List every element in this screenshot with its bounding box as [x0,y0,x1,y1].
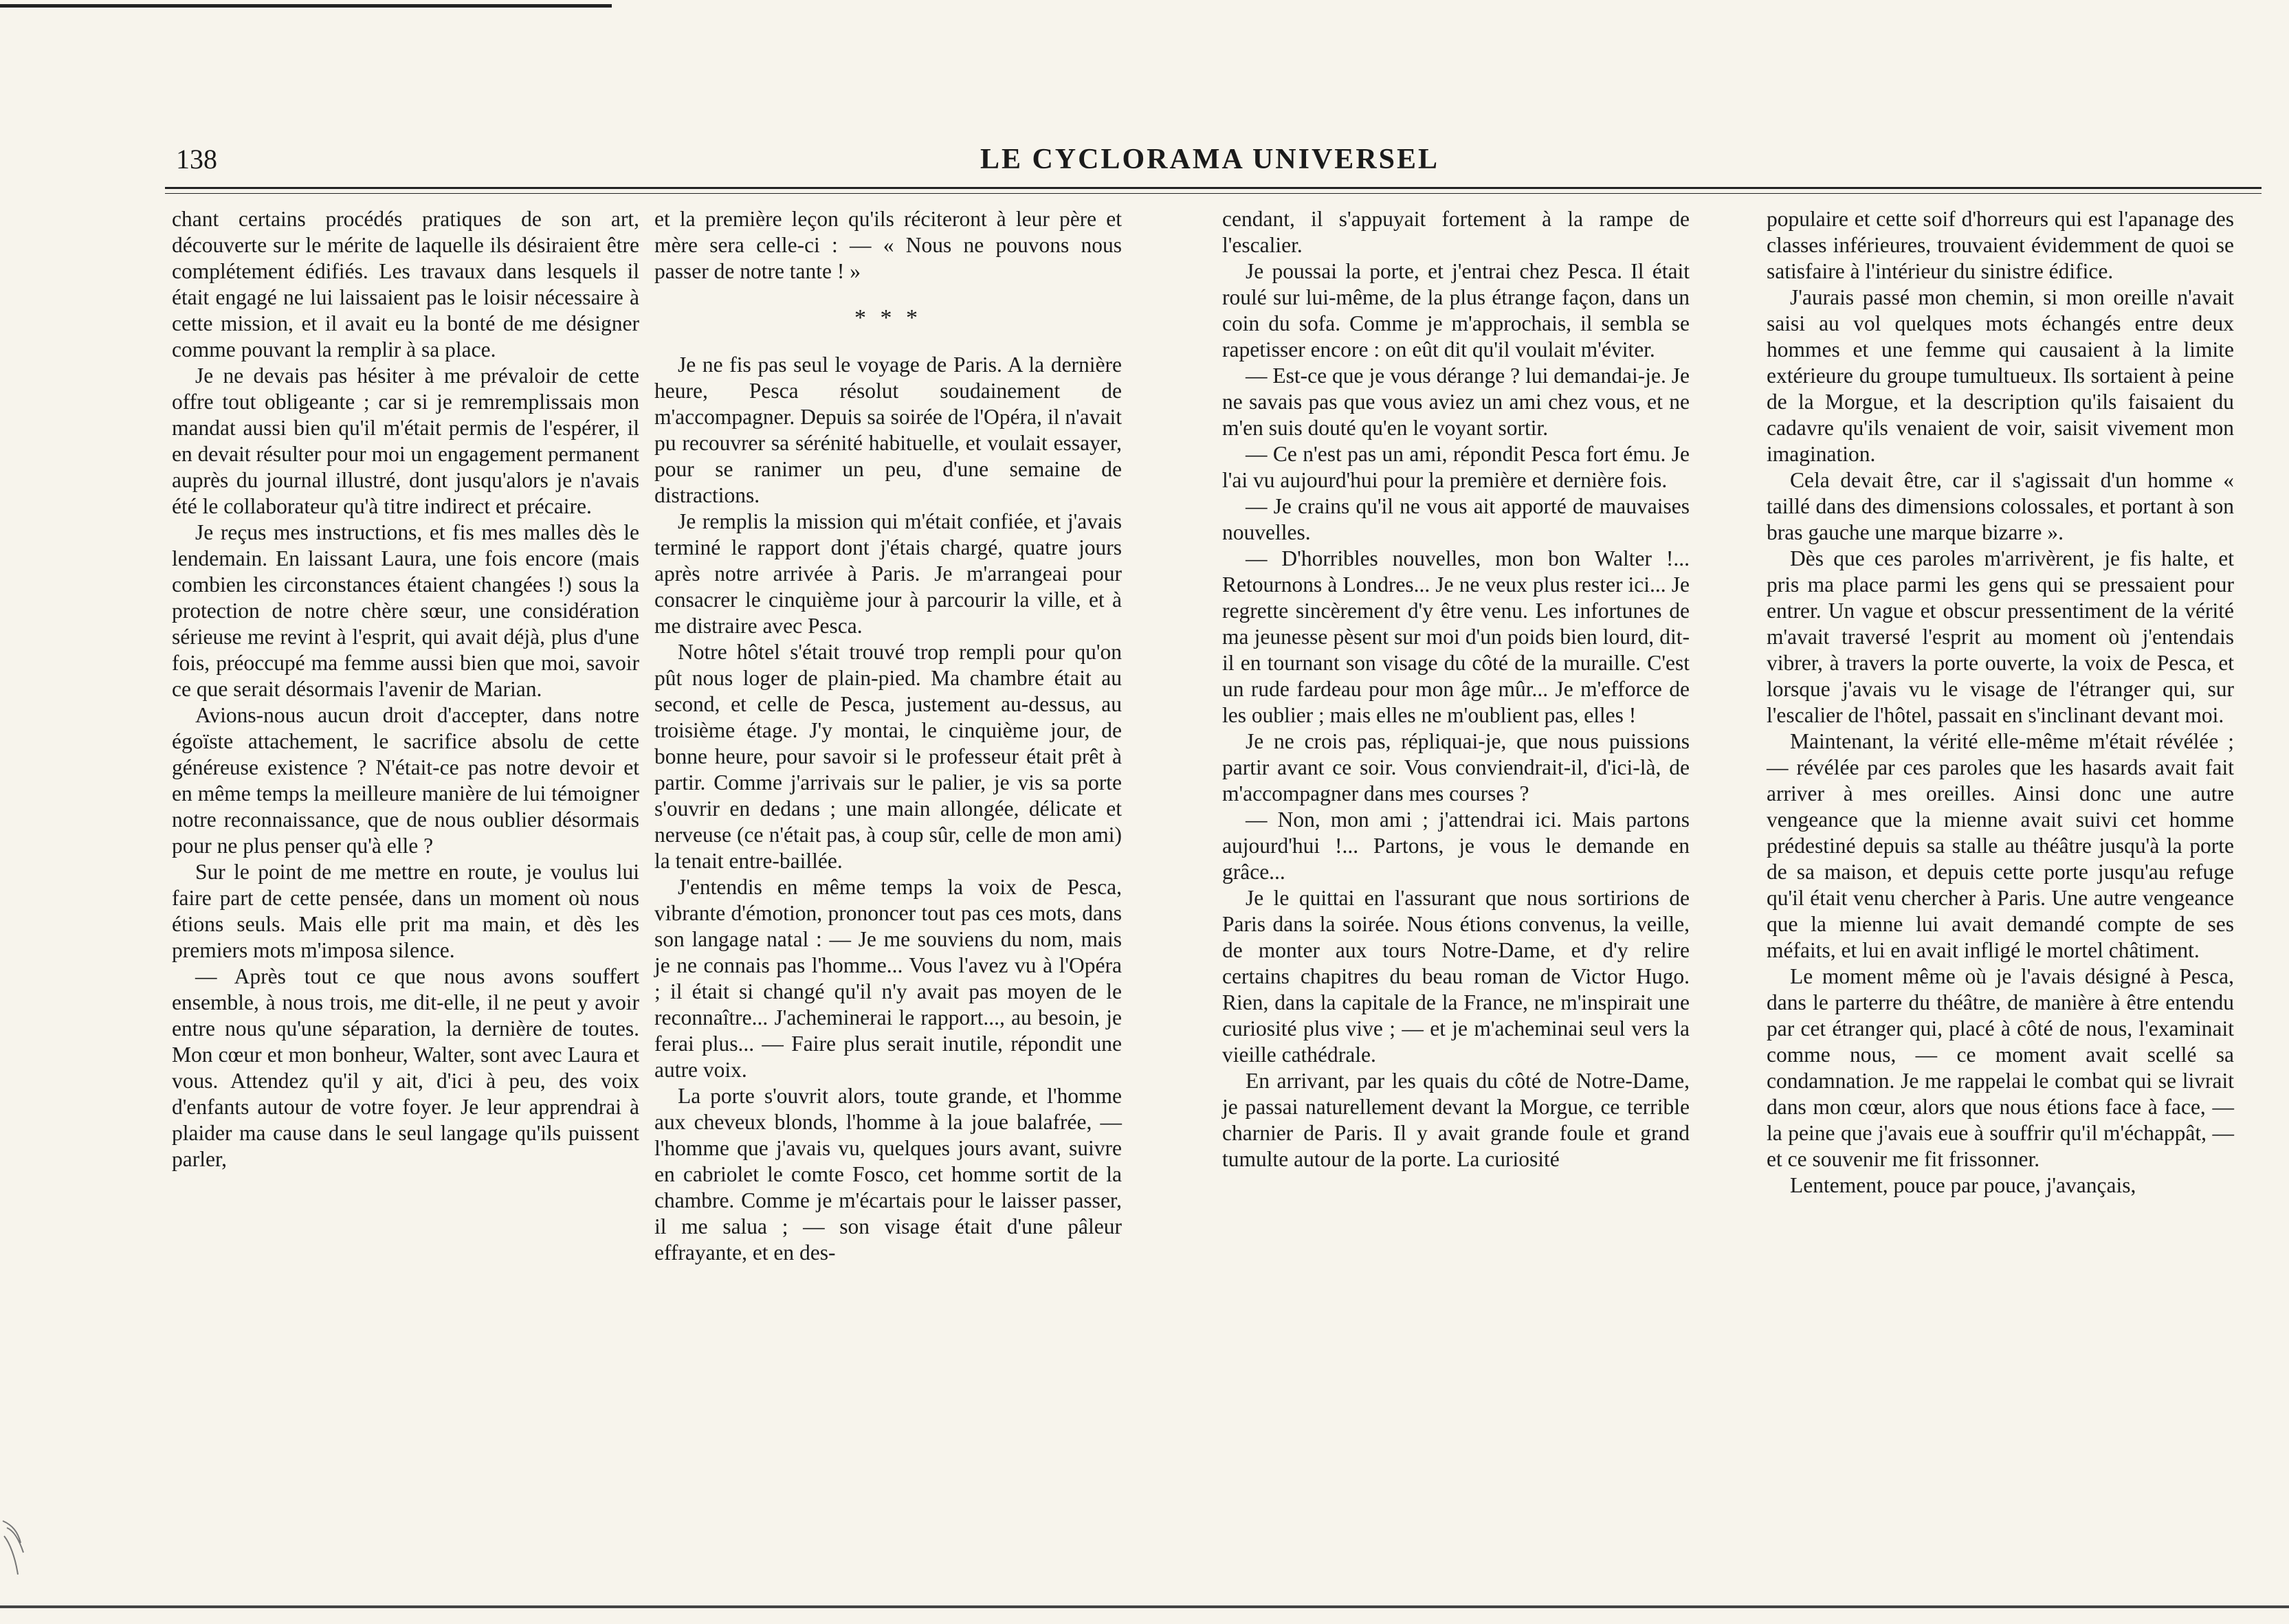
paragraph: Lentement, pouce par pouce, j'avançais, [1790,1173,2136,1197]
paragraph: chant certains procédés pratiques de son art, découverte sur le mérite de laquelle ils désiraient être complétement édifiés. Les travaux dans lesquels il était engagé ne lui laissaient pas le loisir nécessaire à cette mission, et il avait eu la bonté de me désigner comme pouvant la remplir à sa place. [172,207,639,361]
paragraph: Je remplis la mission qui m'était confiée, et j'avais terminé le rapport dont j'étais chargé, quatre jours après notre arrivée à Paris. Je m'arrangeai pour consacrer le cinquième jour à parcourir la ville, et à me distraire avec Pesca. [654,509,1122,638]
paragraph: — Après tout ce que nous avons souffert ensemble, à nous trois, me dit-elle, il ne peut y avoir entre nous qu'une séparation, la dernière de toutes. Mon cœur et mon bonheur, Walter, sont avec Laura et vous. Attendez qu'il y ait, d'ici à peu, des voix d'enfants autour de votre foyer. Je leur apprendrai à plaider ma cause dans le seul langage qu'ils puissent parler, [172,964,639,1171]
text-column-2 [654,206,1122,1484]
article-body [172,206,2262,1484]
paragraph: Maintenant, la vérité elle-même m'était révélée ; — révélée par ces paroles que les hasards avait fait arriver à mes oreilles. Ainsi donc une autre vengeance que la mienne avait suivi cet homme prédestiné depuis sa stalle au théâtre jusqu'à la porte de sa maison, et depuis cette porte jusqu'au refuge qu'il était venu chercher à Paris. Une autre vengeance que la mienne lui avait demandé compte de ses méfaits, et lui en avait infligé le mortel châtiment. [1767,729,2234,962]
paragraph: La porte s'ouvrit alors, toute grande, et l'homme aux cheveux blonds, l'homme à la joue balafrée, — l'homme que j'avais vu, quelques jours avant, suivre en cabriolet le comte Fosco, cet homme sortit de la chambre. Comme je m'écartais pour le laisser passer, il me salua ; — son visage était d'une pâleur effrayante, et en des- [654,1084,1122,1265]
paragraph: Le moment même où je l'avais désigné à Pesca, dans le parterre du théâtre, de manière à être entendu par cet étranger qui, placé à côté de nous, l'examinait comme nous, — ce moment avait scellé sa condamnation. Je me rappelai le combat qui se livrait dans mon cœur, alors que nous étions face à face, — la peine que j'avais eue à souffrir qu'il m'échappât, — et ce souvenir me fit frissonner. [1767,964,2234,1171]
text-column-1 [172,206,639,1484]
paragraph: Je ne fis pas seul le voyage de Paris. A la dernière heure, Pesca résolut soudainement de m'accompagner. Depuis sa soirée de l'Opéra, il n'avait pu recouvrer sa sérénité habituelle, et voulait essayer, pour se ranimer un peu, d'une semaine de distractions. [654,353,1122,507]
paragraph: Sur le point de me mettre en route, je voulus lui faire part de cette pensée, dans un moment où nous étions seuls. Mais elle prit ma main, et dès les premiers mots m'imposa silence. [172,860,639,962]
journal-title: LE CYCLORAMA UNIVERSEL [980,144,1440,175]
paragraph: Je le quittai en l'assurant que nous sortirions de Paris dans la soirée. Nous étions convenus, la veille, de monter aux tours Notre-Dame, et d'y relire certains chapitres du beau roman de Victor Hugo. Rien, dans la capitale de la France, ne m'inspirait une curiosité plus vive ; — et je m'acheminai seul vers la vieille cathédrale. [1222,886,1690,1067]
paragraph: Notre hôtel s'était trouvé trop rempli pour qu'on pût nous loger de plain-pied. Ma chambre était au second, et celle de Pesca, justement au-dessus, au troisième étage. J'y montai, le cinquième jour, de bonne heure, pour savoir si le professeur était prêt à partir. Comme j'arrivais sur le palier, je vis sa porte s'ouvrir en dedans ; une main allongée, délicate et nerveuse (ce n'était pas, à coup sûr, celle de mon ami) la tenait entre-baillée. [654,640,1122,873]
text-column-4 [1767,206,2234,1484]
paragraph: Avions-nous aucun droit d'accepter, dans notre égoïste attachement, le sacrifice absolu de cette généreuse existence ? N'était-ce pas notre devoir et en même temps la meilleure manière de lui témoigner notre reconnaissance, que de nous oublier désormais pour ne plus penser qu'à elle ? [172,703,639,858]
paragraph: J'entendis en même temps la voix de Pesca, vibrante d'émotion, prononcer tout pas ces mots, dans son langage natal : — Je me souviens du nom, mais je ne connais pas l'homme... Vous l'avez vu à l'Opéra ; il était si changé qu'il n'y avait pas moyen de le reconnaître... J'acheminerai le rapport..., au besoin, je ferai plus... — Faire plus serait inutile, répondit une autre voix. [654,875,1122,1082]
paragraph: — Est-ce que je vous dérange ? lui demandai-je. Je ne savais pas que vous aviez un ami chez vous, et ne m'en suis douté qu'en le voyant sortir. [1222,364,1690,440]
paragraph: — Je crains qu'il ne vous ait apporté de mauvaises nouvelles. [1222,494,1690,544]
paragraph: Dès que ces paroles m'arrivèrent, je fis halte, et pris ma place parmi les gens qui se pressaient pour entrer. Un vague et obscur pressentiment de la vérité m'avait traversé l'esprit au moment où j'entendais vibrer, à travers la porte ouverte, la voix de Pesca, et lorsque j'avais vu le visage de l'étranger qui, sur l'escalier de l'hôtel, passait en s'inclinant devant moi. [1767,546,2234,727]
section-asterism: * * * [854,305,922,331]
paragraph: populaire et cette soif d'horreurs qui est l'apanage des classes inférieures, trouvaient évidemment de quoi se satisfaire à l'intérieur du sinistre édifice. [1767,207,2234,283]
paragraph: Cela devait être, car il s'agissait d'un homme « taillé dans des dimensions colossales, et portant à son bras gauche une marque bizarre ». [1767,468,2234,544]
paragraph: cendant, il s'appuyait fortement à la rampe de l'escalier. [1222,207,1690,257]
paragraph: Je ne crois pas, répliquai-je, que nous puissions partir avant ce soir. Vous conviendrait-il, d'ici-là, de m'accompagner dans mes courses ? [1222,729,1690,805]
paragraph: — Non, mon ami ; j'attendrai ici. Mais partons aujourd'hui !... Partons, je vous le demande en grâce... [1222,808,1690,884]
paragraph: et la première leçon qu'ils réciteront à leur père et mère sera celle-ci : — « Nous ne pouvons nous passer de notre tante ! » [654,207,1122,283]
paragraph: Je ne devais pas hésiter à me prévaloir de cette offre tout obligeante ; car si je remremplissais mon mandat aussi bien qu'il m'était permis de l'espérer, il en devait résulter pour moi un engagement permanent auprès du journal illustré, dont jusqu'alors je n'avais été le collaborateur qu'à titre indirect et précaire. [172,364,639,518]
paragraph: En arrivant, par les quais du côté de Notre-Dame, je passai naturellement devant la Morgue, ce terrible charnier de Paris. Il y avait grande foule et grand tumulte autour de la porte. La curiosité [1222,1069,1690,1171]
paragraph: — D'horribles nouvelles, mon bon Walter !... Retournons à Londres... Je ne veux plus rester ici... Je regrette sincèrement d'y être venu. Les infortunes de ma jeunesse pèsent sur moi d'un poids bien lourd, dit-il en tournant son visage du côté de la muraille. C'est un rude fardeau pour mon âge mûr... Je m'efforce de les oublier ; mais elles ne m'oublient pas, elles ! [1222,546,1690,727]
bottom-page-edge [0,1605,2289,1608]
text-column-3 [1222,206,1690,1484]
margin-ink-mark [0,1515,32,1598]
header-rule [165,187,2262,194]
paragraph: J'aurais passé mon chemin, si mon oreille n'avait saisi au vol quelques mots échangés entre deux hommes et une femme qui causaient à la limite extérieure du groupe tumultueux. Ils sortaient à peine de la Morgue, et la description qu'ils faisaient du cadavre qu'ils venaient de voir, saisit vivement mon imagination. [1767,285,2234,466]
paragraph: Je poussai la porte, et j'entrai chez Pesca. Il était roulé sur lui-même, de la plus étrange façon, dans un coin du sofa. Comme je m'approchais, il sembla se rapetisser encore : on eût dit qu'il voulait m'éviter. [1222,259,1690,361]
paragraph: Je reçus mes instructions, et fis mes malles dès le lendemain. En laissant Laura, une fois encore (mais combien les circonstances étaient changées !) sous la protection de notre chère sœur, une considération sérieuse me revint à l'esprit, qui avait déjà, plus d'une fois, préoccupé ma femme aussi bien que moi, savoir ce que serait désormais l'avenir de Marian. [172,520,639,701]
page-number: 138 [176,144,217,175]
page-header [165,143,2255,184]
top-decorative-rule [0,4,612,8]
paragraph: — Ce n'est pas un ami, répondit Pesca fort ému. Je l'ai vu aujourd'hui pour la première et dernière fois. [1222,442,1690,492]
